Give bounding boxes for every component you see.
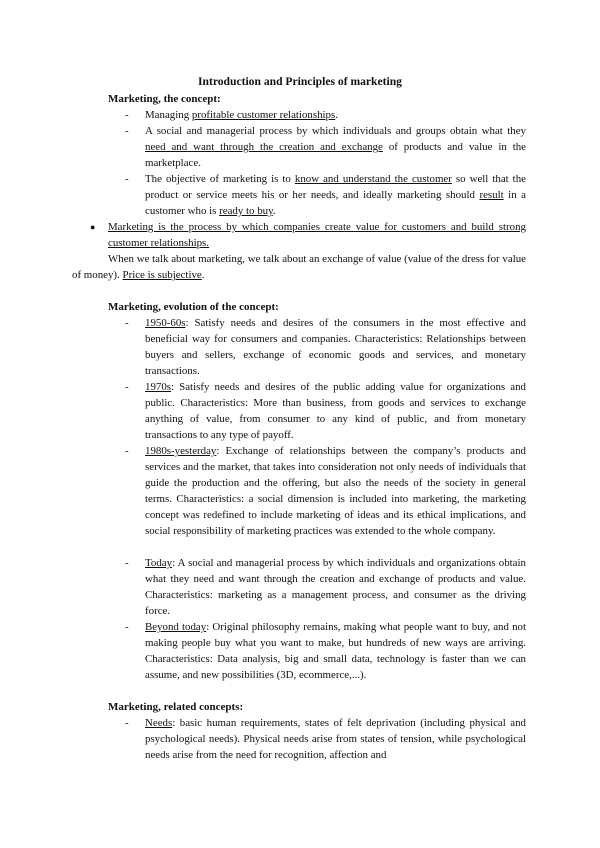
list-item: - Needs: basic human requirements, states of felt deprivation (including physical and psychological needs). Physical needs arise from states of tension, while psychological needs arise from the need for recognition, affection and: [125, 717, 526, 761]
list-item: - Today: A social and managerial process by which individuals and organizations obtain what they need and want through the creation and exchange of products and value. Characteristics: marketing as a management process, and consumer as the driving force.: [125, 557, 526, 617]
list-item: - The objective of marketing is to know and understand the customer so well that the product or service meets his or her needs, and ideally marketing should result in a customer who is ready to buy.: [125, 173, 526, 217]
list-item: - Beyond today: Original philosophy remains, making what people want to buy, and not making people buy what you want to make, but hundreds of new ways are arriving. Characteristics: Data analysis, big and small data, technology is faster than we can assume, and new possibilities (3D, ecommerce,...).: [125, 621, 526, 681]
dash-marker: -: [125, 109, 129, 121]
dash-marker: -: [125, 173, 129, 185]
section-heading-concept: Marketing, the concept:: [108, 93, 221, 105]
section-heading-evolution: Marketing, evolution of the concept:: [108, 301, 279, 313]
bullet-marker: ●: [90, 222, 96, 232]
dash-marker: -: [125, 557, 129, 569]
list-item: - 1950-60s: Satisfy needs and desires of the consumers in the most effective and beneficial way for consumers and companies. Characteristics: Relationships between buyers and sellers, exchange of economic goods and services, and monetary transactions.: [125, 317, 526, 377]
dash-marker: -: [125, 621, 129, 633]
list-item: - 1980s-yesterday: Exchange of relationships between the company’s products and services and the market, that takes into consideration not only needs of individuals that guide the production and the offering, but also the needs of the society in general terms. Characteristics: a social dimension is included into marketing, the marketing concept was redefined to include marketing of ideas and its ethical implications, and social responsibility of marketing practices was extended to the whole company.: [125, 445, 526, 537]
paragraph: When we talk about marketing, we talk about an exchange of value (value of the dress for value of money). Price is subjective.: [72, 253, 526, 281]
list-item: - 1970s: Satisfy needs and desires of the public adding value for organizations and public. Characteristics: More than business, from goods and services to exchange anything of value, from consumer to any kind of public, and from monetary transactions to any type of payoff.: [125, 381, 526, 441]
bullet-item: [90, 219, 526, 251]
dash-marker: -: [125, 125, 129, 137]
bullet-text: Marketing is the process by which companies create value for customers and build strong customer relationships.: [108, 221, 526, 249]
dash-marker: -: [125, 445, 129, 457]
dash-marker: -: [125, 317, 129, 329]
list-item: - A social and managerial process by which individuals and groups obtain what they need and want through the creation and exchange of products and value in the marketplace.: [125, 125, 527, 169]
dash-marker: -: [125, 381, 129, 393]
list-item: - Managing profitable customer relationships.: [125, 109, 338, 121]
document-title: Introduction and Principles of marketing: [198, 75, 402, 88]
section-heading-related: Marketing, related concepts:: [108, 701, 244, 713]
dash-marker: -: [125, 717, 129, 729]
